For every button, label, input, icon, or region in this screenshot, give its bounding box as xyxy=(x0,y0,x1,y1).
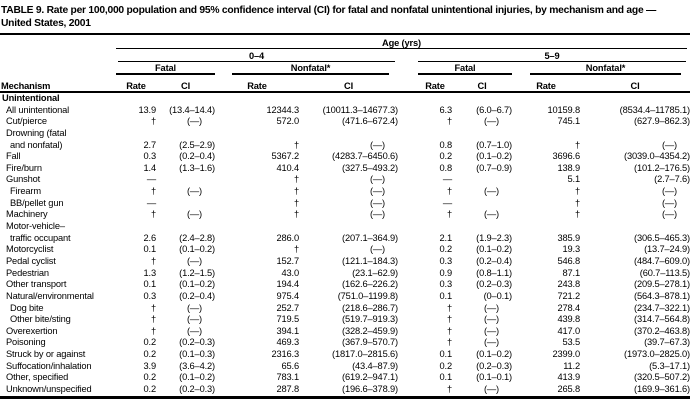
table-row xyxy=(0,256,690,268)
rate-cell: 286.0 xyxy=(276,232,299,243)
ci-cell: (1973.0–2825.0) xyxy=(624,349,690,360)
ci-column-header: CI xyxy=(181,81,190,91)
rate-cell: 19.3 xyxy=(562,244,580,255)
ci-cell: (—) xyxy=(186,314,202,325)
ci-cell: (0.1–0.2) xyxy=(179,244,215,255)
row-label: Pedestrian xyxy=(6,267,49,278)
table-row xyxy=(0,140,690,152)
table-row xyxy=(0,326,690,338)
row-label: BB/pellet gun xyxy=(10,197,64,208)
rate-cell: † xyxy=(574,197,580,208)
ci-cell xyxy=(156,198,215,210)
table-row xyxy=(0,349,690,361)
ci-cell: (196.6–378.9) xyxy=(342,384,398,395)
row-label: Dog bite xyxy=(10,302,44,313)
rate-cell: † xyxy=(446,314,452,325)
ci-cell: (314.7–564.8) xyxy=(634,314,690,325)
ci-cell: (—) xyxy=(661,209,677,220)
ci-cell: (101.2–176.5) xyxy=(634,162,690,173)
ci-cell: (39.7–67.3) xyxy=(644,337,690,348)
rate-cell: 469.3 xyxy=(276,337,299,348)
ci-cell: (—) xyxy=(186,302,202,313)
ci-cell: (—) xyxy=(483,302,499,313)
ci-cell: (306.5–465.3) xyxy=(634,232,690,243)
ci-column-header: CI xyxy=(344,81,353,91)
rate-cell: 0.1 xyxy=(439,349,452,360)
table-row xyxy=(0,361,690,373)
rate-cell: 278.4 xyxy=(557,302,580,313)
table-row xyxy=(0,268,690,280)
rate-cell: 0.3 xyxy=(143,151,156,162)
ci-cell: (1817.0–2815.6) xyxy=(332,349,398,360)
row-label: Drowning (fatal xyxy=(6,127,67,138)
rate-cell: † xyxy=(293,186,299,197)
rate-cell: 2.1 xyxy=(439,232,452,243)
ci-cell: (—) xyxy=(369,186,385,197)
ci-cell: (—) xyxy=(186,255,202,266)
row-label: Other, specified xyxy=(6,372,69,383)
ci-cell: (0.1–0.3) xyxy=(179,349,215,360)
ci-cell: (0.2–0.4) xyxy=(476,255,512,266)
rate-cell: 0.3 xyxy=(143,290,156,301)
ci-cell: (—) xyxy=(483,337,499,348)
rate-cell: 0.2 xyxy=(439,151,452,162)
table-row xyxy=(0,186,690,198)
rate-cell: 65.6 xyxy=(281,360,299,371)
ci-cell: (—) xyxy=(369,174,385,185)
row-label: Gunshot xyxy=(6,174,41,185)
rate-cell: 6.3 xyxy=(439,104,452,115)
ci-cell: (2.4–2.8) xyxy=(179,232,215,243)
ci-cell: (234.7–322.1) xyxy=(634,302,690,313)
ci-cell: (43.4–87.9) xyxy=(352,360,398,371)
table-row xyxy=(0,93,690,105)
ci-cell: (209.5–278.1) xyxy=(634,279,690,290)
rate-cell: † xyxy=(150,302,156,313)
rate-cell: † xyxy=(446,325,452,336)
ci-cell: (0.7–0.9) xyxy=(476,162,512,173)
ci-cell: (0.8–1.1) xyxy=(476,267,512,278)
ci-cell: (3039.0–4354.2) xyxy=(624,151,690,162)
row-label: Fall xyxy=(6,151,21,162)
rate-cell: 11.2 xyxy=(563,360,580,371)
ci-cell: (0.1–0.1) xyxy=(476,372,512,383)
ci-cell: (162.6–226.2) xyxy=(342,279,398,290)
ci-cell: (—) xyxy=(369,209,385,220)
ci-cell: (—) xyxy=(369,139,385,150)
ci-cell: (0.1–0.2) xyxy=(179,372,215,383)
ci-cell: (0–0.1) xyxy=(483,290,512,301)
header-columns-row xyxy=(0,75,690,91)
rate-cell: 10159.8 xyxy=(547,104,580,115)
ci-cell: (0.1–0.2) xyxy=(476,151,512,162)
rate-cell: 413.9 xyxy=(557,372,580,383)
rate-cell: 0.9 xyxy=(439,267,452,278)
header-agegroup-row xyxy=(0,49,690,62)
table-row xyxy=(0,291,690,303)
fatal-header-5-9: Fatal xyxy=(418,63,512,75)
rate-cell: † xyxy=(150,255,156,266)
rate-cell: 5367.2 xyxy=(271,151,299,162)
rate-cell: 0.8 xyxy=(439,139,452,150)
rate-cell: † xyxy=(150,325,156,336)
table-row xyxy=(0,221,690,233)
rate-cell: 53.5 xyxy=(562,337,580,348)
rate-cell: 2.7 xyxy=(143,139,156,150)
ci-cell: (—) xyxy=(483,384,499,395)
ci-cell: (327.5–493.2) xyxy=(342,162,398,173)
rate-cell: † xyxy=(574,139,580,150)
ci-cell: (—) xyxy=(186,116,202,127)
rate-cell: † xyxy=(446,384,452,395)
rate-cell: † xyxy=(446,116,452,127)
rate-cell: † xyxy=(574,209,580,220)
table-row xyxy=(0,384,690,396)
ci-cell: (751.0–1199.8) xyxy=(337,290,398,301)
table-row xyxy=(0,116,690,128)
rate-cell: — xyxy=(442,174,452,185)
nonfatal-header-0-4: Nonfatal* xyxy=(232,63,389,75)
row-label: Other bite/sting xyxy=(10,314,71,325)
ci-cell: (0.2–0.4) xyxy=(179,290,215,301)
table-row xyxy=(0,209,690,221)
rate-column-header: Rate xyxy=(126,81,146,91)
ci-cell: (0.2–0.4) xyxy=(179,151,215,162)
ci-cell: (484.7–609.0) xyxy=(634,255,690,266)
row-label: Fire/burn xyxy=(6,162,42,173)
rate-cell: 2.6 xyxy=(143,232,156,243)
ci-cell: (—) xyxy=(369,244,385,255)
rate-cell: † xyxy=(293,139,299,150)
table-row xyxy=(0,303,690,315)
rate-cell: 0.2 xyxy=(143,372,156,383)
ci-cell: (—) xyxy=(186,325,202,336)
rate-cell: 0.2 xyxy=(143,349,156,360)
rate-cell: † xyxy=(150,314,156,325)
fatal-header-0-4: Fatal xyxy=(116,63,215,75)
ci-cell: (564.3–878.1) xyxy=(634,290,690,301)
ci-cell: (0.1–0.2) xyxy=(476,244,512,255)
ci-cell: (6.0–6.7) xyxy=(476,104,512,115)
row-label: Overexertion xyxy=(6,325,58,336)
ci-cell: (121.1–184.3) xyxy=(342,255,398,266)
ci-cell: (—) xyxy=(369,197,385,208)
ci-cell: (207.1–364.9) xyxy=(342,232,398,243)
rate-cell: 3.9 xyxy=(143,360,156,371)
rate-cell: 0.1 xyxy=(439,372,452,383)
ci-cell: (—) xyxy=(661,186,677,197)
ci-cell: (370.2–463.8) xyxy=(634,325,690,336)
ci-cell: (328.2–459.9) xyxy=(342,325,398,336)
rate-cell: 0.2 xyxy=(439,360,452,371)
rate-cell: 12344.3 xyxy=(266,104,299,115)
row-label: Suffocation/inhalation xyxy=(6,360,92,371)
row-label: Motorcyclist xyxy=(6,244,54,255)
rate-cell: † xyxy=(293,244,299,255)
nonfatal-header-5-9: Nonfatal* xyxy=(530,63,681,75)
rate-cell: 152.7 xyxy=(276,255,299,266)
header-outcome-row xyxy=(0,62,690,75)
ci-cell: (—) xyxy=(661,139,677,150)
age-group-header: Age (yrs) xyxy=(116,38,687,49)
ci-cell: (8534.4–11785.1) xyxy=(619,104,690,115)
row-label: Struck by or against xyxy=(6,349,86,360)
row-label: and nonfatal) xyxy=(10,139,63,150)
rate-cell: 783.1 xyxy=(276,372,299,383)
ci-cell xyxy=(452,198,512,210)
rate-cell: 572.0 xyxy=(276,116,299,127)
rate-cell: 265.8 xyxy=(557,384,580,395)
ci-cell: (1.2–1.5) xyxy=(179,267,215,278)
rate-cell: 87.1 xyxy=(562,267,580,278)
row-label: Cut/pierce xyxy=(6,116,47,127)
rate-cell: 410.4 xyxy=(276,162,299,173)
ci-cell: (2.7–7.6) xyxy=(654,174,690,185)
ci-cell: (0.2–0.3) xyxy=(476,360,512,371)
rate-cell: † xyxy=(150,186,156,197)
table-row xyxy=(0,233,690,245)
ci-cell: (218.6–286.7) xyxy=(342,302,398,313)
rate-cell: 3696.6 xyxy=(552,151,580,162)
ci-cell: (—) xyxy=(483,186,499,197)
rate-cell: 719.5 xyxy=(276,314,299,325)
header-age-row xyxy=(0,35,690,49)
ci-cell: (0.2–0.3) xyxy=(179,384,215,395)
row-label: Other transport xyxy=(6,279,67,290)
ci-cell: (60.7–113.5) xyxy=(639,267,690,278)
rate-cell: 194.4 xyxy=(276,279,299,290)
rate-cell: 138.9 xyxy=(557,162,580,173)
rate-cell: † xyxy=(293,209,299,220)
rate-cell: † xyxy=(446,302,452,313)
ci-cell: (619.2–947.1) xyxy=(342,372,398,383)
ci-cell: (—) xyxy=(186,186,202,197)
ci-cell: (367.9–570.7) xyxy=(342,337,398,348)
row-label: traffic occupant xyxy=(10,232,71,243)
table-row xyxy=(0,128,690,140)
rate-cell: † xyxy=(446,337,452,348)
rate-cell: 721.2 xyxy=(557,290,580,301)
rate-column-header: Rate xyxy=(536,81,556,91)
rate-cell: 5.1 xyxy=(567,174,580,185)
rate-cell: 287.8 xyxy=(276,384,299,395)
rate-cell: † xyxy=(150,116,156,127)
ci-cell: (0.1–0.2) xyxy=(476,349,512,360)
rate-cell: 1.3 xyxy=(143,267,156,278)
rate-cell: 0.2 xyxy=(439,244,452,255)
age-group-0-4: 0–4 xyxy=(118,51,395,62)
ci-cell: (—) xyxy=(483,209,499,220)
ci-cell: (169.9–361.6) xyxy=(634,384,690,395)
ci-cell: (—) xyxy=(186,209,202,220)
ci-cell: (13.7–24.9) xyxy=(644,244,690,255)
row-label: Unknown/unspecified xyxy=(6,384,92,395)
rate-cell: 0.2 xyxy=(143,384,156,395)
ci-cell: (0.2–0.3) xyxy=(179,337,215,348)
ci-cell: (519.7–919.3) xyxy=(342,314,398,325)
row-label: Poisoning xyxy=(6,337,46,348)
rate-cell: 417.0 xyxy=(557,325,580,336)
ci-cell: (0.1–0.2) xyxy=(179,279,215,290)
rate-cell: 2399.0 xyxy=(552,349,580,360)
rate-cell: 745.1 xyxy=(557,116,580,127)
rate-cell: 0.1 xyxy=(439,290,452,301)
age-group-5-9: 5–9 xyxy=(418,51,686,62)
ci-cell: (320.5–507.2) xyxy=(634,372,690,383)
ci-cell: (23.1–62.9) xyxy=(352,267,398,278)
ci-cell: (—) xyxy=(483,314,499,325)
ci-cell: (4283.7–6450.6) xyxy=(332,151,398,162)
rate-cell: 0.1 xyxy=(143,244,156,255)
row-label: All unintentional xyxy=(6,104,70,115)
rate-cell: † xyxy=(446,209,452,220)
rate-cell: — xyxy=(146,197,156,208)
table-title: TABLE 9. Rate per 100,000 population and 95% confidence interval (CI) for fatal and nonfatal unintentional injuries, by mechanism and age — United States, 2001 xyxy=(1,5,657,29)
row-label: Natural/environmental xyxy=(6,290,94,301)
ci-cell: (2.5–2.9) xyxy=(179,139,215,150)
row-label: Machinery xyxy=(6,209,48,220)
table-row xyxy=(0,151,690,163)
table-row xyxy=(0,337,690,349)
table-row xyxy=(0,174,690,186)
rate-cell: 252.7 xyxy=(276,302,299,313)
rate-cell: 385.9 xyxy=(557,232,580,243)
ci-cell xyxy=(452,174,512,186)
table-row xyxy=(0,314,690,326)
rate-cell: 0.2 xyxy=(143,337,156,348)
rate-cell: 1.4 xyxy=(143,162,156,173)
mechanism-column-header: Mechanism xyxy=(1,81,51,91)
table-row xyxy=(0,279,690,291)
ci-cell: (1.3–1.6) xyxy=(179,162,215,173)
ci-cell: (0.2–0.3) xyxy=(476,279,512,290)
rate-cell: 975.4 xyxy=(276,290,299,301)
row-label: Pedal cyclist xyxy=(6,255,56,266)
rate-cell: 0.8 xyxy=(439,162,452,173)
rate-cell: 394.1 xyxy=(276,325,299,336)
rate-cell: 2316.3 xyxy=(271,349,299,360)
ci-cell: (—) xyxy=(483,116,499,127)
rate-cell: 546.8 xyxy=(557,255,580,266)
rate-cell: 43.0 xyxy=(281,267,299,278)
ci-cell: (13.4–14.4) xyxy=(169,104,215,115)
table-row xyxy=(0,105,690,117)
table-row xyxy=(0,244,690,256)
ci-cell: (—) xyxy=(661,197,677,208)
ci-cell: (471.6–672.4) xyxy=(342,116,398,127)
ci-cell: (1.9–2.3) xyxy=(476,232,512,243)
rate-column-header: Rate xyxy=(247,81,267,91)
rate-cell: † xyxy=(293,197,299,208)
ci-cell: (3.6–4.2) xyxy=(179,360,215,371)
rate-cell: † xyxy=(150,209,156,220)
rate-cell: 439.8 xyxy=(557,314,580,325)
row-label: Firearm xyxy=(10,186,41,197)
ci-column-header: CI xyxy=(630,81,640,91)
ci-cell xyxy=(156,174,215,186)
rate-cell: † xyxy=(574,186,580,197)
rate-cell: 243.8 xyxy=(557,279,580,290)
rate-cell: — xyxy=(146,174,156,185)
rate-cell: 13.9 xyxy=(138,104,156,115)
row-label: Unintentional xyxy=(2,93,60,103)
ci-cell: (—) xyxy=(483,325,499,336)
rate-cell: † xyxy=(446,186,452,197)
ci-column-header: CI xyxy=(477,81,487,91)
ci-cell: (627.9–862.3) xyxy=(634,116,690,127)
ci-cell: (0.7–1.0) xyxy=(476,139,512,150)
table-row xyxy=(0,198,690,210)
rate-cell: † xyxy=(293,174,299,185)
rate-cell: — xyxy=(442,197,452,208)
table-body xyxy=(0,93,690,396)
table-row xyxy=(0,372,690,384)
rate-column-header: Rate xyxy=(425,81,445,91)
bottom-rule xyxy=(0,396,690,399)
ci-cell: (10011.3–14677.3) xyxy=(322,104,398,115)
ci-cell: (5.3–17.1) xyxy=(649,360,690,371)
rate-cell: 0.1 xyxy=(143,279,156,290)
rate-cell: 0.3 xyxy=(439,279,452,290)
row-label: Motor-vehicle– xyxy=(6,221,65,232)
table-row xyxy=(0,163,690,175)
rate-cell: 0.3 xyxy=(439,255,452,266)
